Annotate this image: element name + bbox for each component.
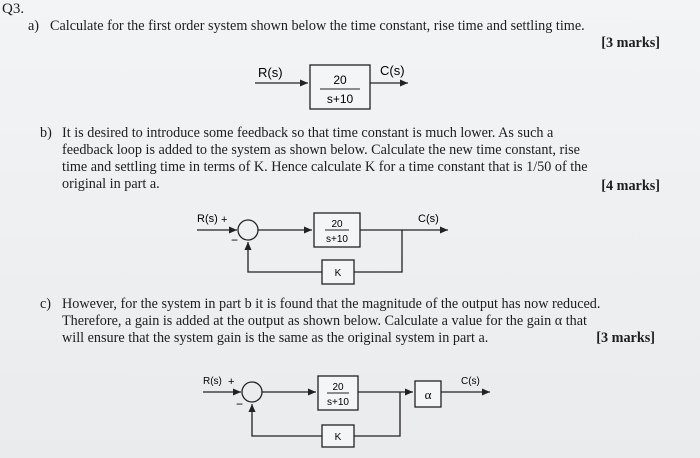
part-a-label: a): [28, 18, 40, 34]
diagram-a-tf-numerator: 20: [333, 73, 347, 87]
diagram-c-feedback-return: [252, 404, 322, 436]
diagram-c: [203, 376, 490, 447]
diagram-c-feedback-gain: K: [334, 432, 342, 443]
diagram-c-tf-numerator: 20: [332, 382, 344, 393]
question-number: Q3.: [2, 1, 25, 17]
diagram-a: [255, 63, 408, 109]
diagram-b-minus-sign: −: [231, 233, 239, 247]
part-c-line-3: will ensure that the system gain is the same as the original system in part a.: [62, 330, 489, 346]
diagram-b-feedback-gain: K: [334, 268, 342, 279]
part-c-line-2: Therefore, a gain is added at the output as shown below. Calculate a value for the gain α that: [62, 313, 587, 329]
diagram-c-input-label: R(s): [203, 376, 222, 387]
diagram-c-feedback-takeoff: [354, 392, 400, 436]
diagram-c-summing-junction: [242, 382, 262, 402]
diagram-b-input-label: R(s): [197, 213, 218, 225]
diagram-b-feedback-takeoff: [354, 230, 402, 272]
diagram-b-summing-junction: [238, 220, 258, 240]
diagram-b-tf-denominator: s+10: [326, 234, 348, 245]
diagram-c-output-label: C(s): [461, 376, 480, 387]
part-b-line-2: feedback loop is added to the system as shown below. Calculate the new time constant, rise: [62, 142, 580, 158]
part-b-line-1: It is desired to introduce some feedback so that time constant is much lower. As such a: [62, 125, 554, 141]
part-a-marks: [3 marks]: [601, 35, 660, 51]
diagram-c-minus-sign: −: [236, 397, 244, 411]
part-c-marks: [3 marks]: [596, 330, 655, 346]
diagram-b-output-label: C(s): [418, 213, 439, 225]
diagram-c-gain-symbol: α: [424, 387, 432, 402]
diagram-b: [197, 213, 448, 284]
part-b-line-3: time and settling time in terms of K. Hence calculate K for a time constant that is 1/50 of the: [62, 159, 588, 175]
part-a-question: Calculate for the first order system shown below the time constant, rise time and settling time.: [50, 18, 585, 34]
diagram-b-plus-sign: +: [221, 214, 228, 226]
diagram-c-plus-sign: +: [228, 376, 235, 388]
diagram-b-tf-numerator: 20: [331, 219, 343, 230]
part-b-label: b): [40, 125, 52, 141]
part-c-line-1: However, for the system in part b it is found that the magnitude of the output has now reduced.: [62, 296, 601, 312]
part-b-marks: [4 marks]: [601, 178, 660, 194]
part-c-label: c): [40, 296, 52, 312]
diagram-a-output-label: C(s): [380, 63, 405, 78]
diagram-c-tf-denominator: s+10: [327, 397, 349, 408]
diagram-b-feedback-return: [248, 242, 322, 272]
diagram-a-tf-denominator: s+10: [326, 92, 354, 106]
part-b-line-4: original in part a.: [62, 176, 160, 192]
diagram-a-input-label: R(s): [258, 65, 283, 80]
